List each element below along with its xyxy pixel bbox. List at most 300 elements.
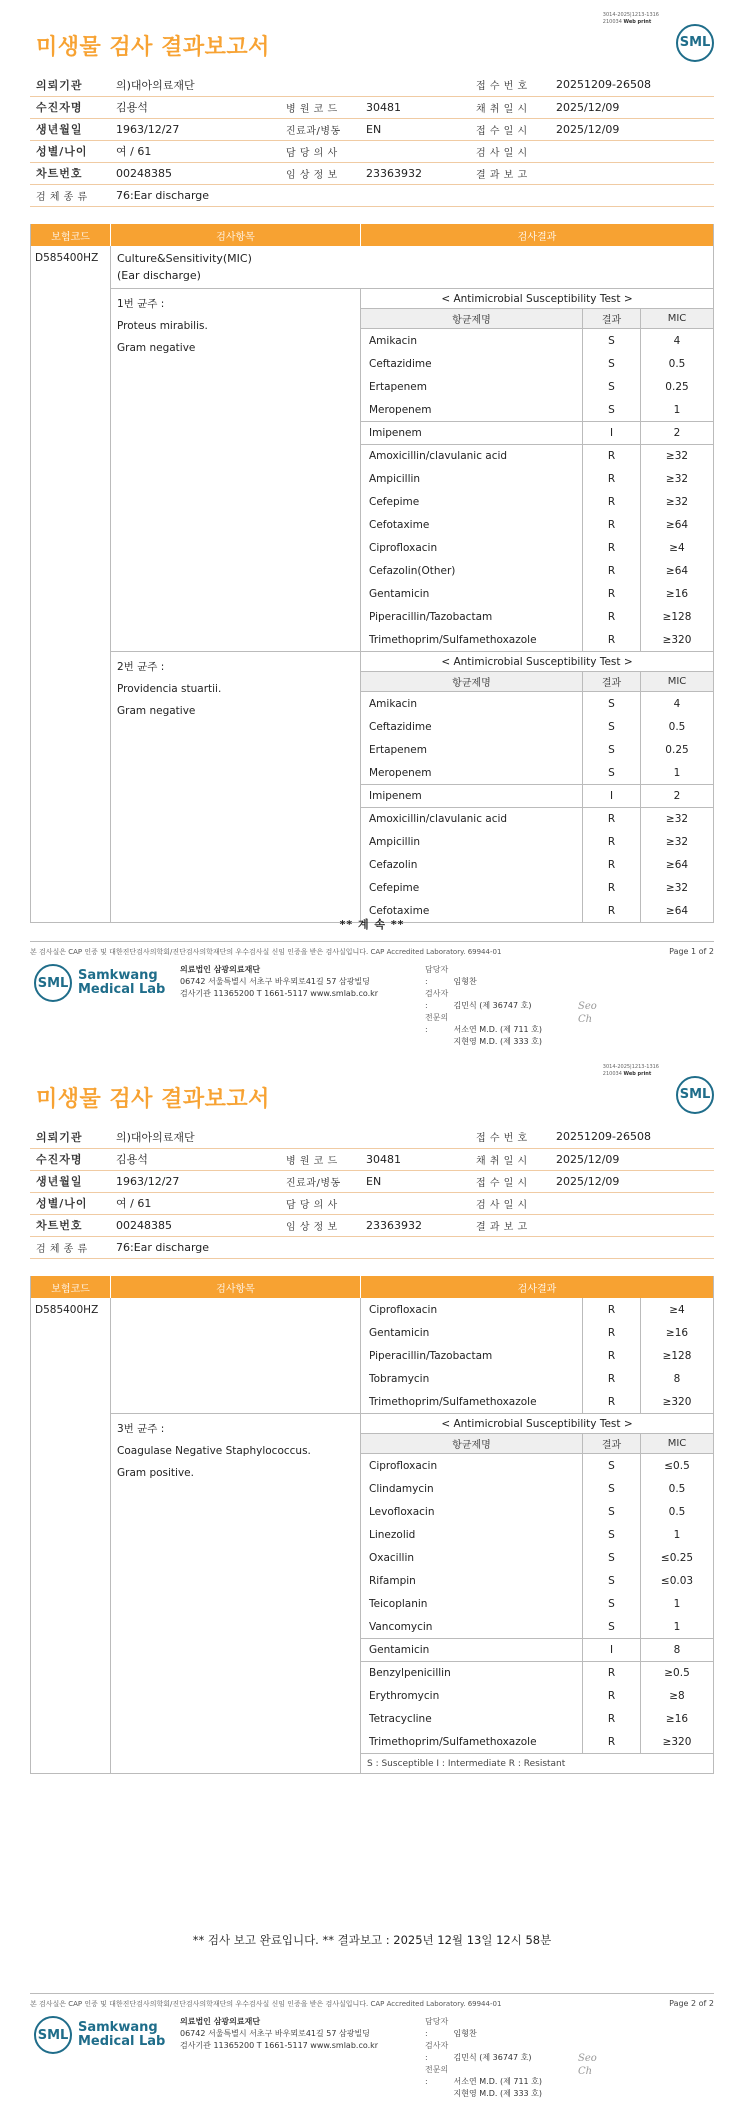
tester-value: 김민식 (제 36747 호) [453,1001,532,1010]
manager-label: 담당자 : [425,2017,449,2038]
drug-name: Trimethoprim/Sulfamethoxazole [361,1390,583,1413]
lab-org-name: 의료법인 삼광의료재단 [180,965,261,974]
lab-address-line: 06742 서울특별시 서초구 바우뫼로41길 57 삼광빌딩 [180,977,370,986]
test-name-line1: Culture&Sensitivity(MIC) [117,252,252,265]
drug-name: Tetracycline [361,1707,583,1730]
mic-value: ≥64 [665,564,689,577]
drug-name: Ciprofloxacin [361,1454,583,1477]
drug-name: Tobramycin [361,1367,583,1390]
sml-logo: SML [676,1076,714,1114]
sex-age-label: 성별/나이 [30,140,110,162]
mic-header: MIC [667,1438,687,1449]
sex-age-label: 성별/나이 [30,1192,110,1214]
drug-name: Ampicillin [361,467,583,490]
stamp-line: 3014-2025|1213-1316 [602,1064,659,1070]
receipt-date-label: 접 수 일 시 [470,1170,550,1192]
mic-value: ≤0.5 [664,1459,690,1472]
drug-header: 항균제명 [361,672,583,691]
clinical-info-label: 임 상 정 보 [280,1214,360,1236]
susceptibility-result: R [583,1344,641,1367]
result-header: 검사결과 [517,1283,557,1295]
test-date-value [550,140,714,162]
drug-name: Piperacillin/Tazobactam [361,1344,583,1367]
drug-name: Trimethoprim/Sulfamethoxazole [361,628,583,651]
ast-row [361,1569,713,1592]
signature-1: Seo [578,1001,597,1012]
receipt-no-label: 접 수 번 호 [470,1126,550,1148]
result-legend: S : Susceptible I : Intermediate R : Resistant [361,1753,713,1773]
signature-2: Ch [578,1014,593,1025]
ast-row [361,738,713,761]
test-date-value [550,1192,714,1214]
ast-row [361,421,713,444]
drug-name: Teicoplanin [361,1592,583,1615]
drug-name: Clindamycin [361,1477,583,1500]
test-name [111,246,713,289]
ast-row [361,352,713,375]
organism-2 [111,652,713,922]
drug-name: Gentamicin [361,1639,583,1661]
sex-age-value: 여 / 61 [110,1192,280,1214]
susceptibility-result: S [583,1523,641,1546]
logo-name-line1: Samkwang [78,2020,158,2035]
tester-label: 검사자 : [425,989,449,1010]
organism-3 [111,1414,713,1773]
signature [578,2052,597,2078]
lab-address-line: 06742 서울특별시 서초구 바우뫼로41길 57 삼광빌딩 [180,2029,370,2038]
ast-row [361,1390,713,1413]
specimen-label: 검 체 종 류 [30,184,110,206]
specimen-value: 76:Ear discharge [110,1236,714,1258]
result-header: 검사결과 [517,231,557,243]
specialist-label: 전문의 : [425,1013,449,1034]
name-label: 수진자명 [30,96,110,118]
gram-stain: Gram negative [117,342,196,354]
drug-name: Cefazolin(Other) [361,559,583,582]
mic-value: 0.25 [665,743,689,756]
mic-value: 0.5 [668,357,686,370]
report-value [550,162,714,184]
mic-value: ≥32 [665,813,689,825]
mic-value: ≥4 [669,541,685,554]
ast-row [361,467,713,490]
susceptibility-result: R [583,582,641,605]
dob-value: 1963/12/27 [110,1170,280,1192]
ast-row [361,1730,713,1753]
drug-name: Cefotaxime [361,513,583,536]
susceptibility-result: S [583,761,641,784]
mic-value: ≥32 [665,472,689,485]
susceptibility-result: S [583,1615,641,1638]
ast-row [361,715,713,738]
susceptibility-result: S [583,1454,641,1477]
collect-date-value: 2025/12/09 [550,1148,714,1170]
drug-header: 항균제명 [361,1434,583,1453]
drug-name: Ertapenem [361,738,583,761]
susceptibility-result: R [583,628,641,651]
dob-label: 생년월일 [30,1170,110,1192]
sex-age-value: 여 / 61 [110,140,280,162]
susceptibility-result: S [583,329,641,352]
lab-org-name: 의료법인 삼광의료재단 [180,2017,261,2026]
mic-value: 1 [673,1597,681,1610]
name-label: 수진자명 [30,1148,110,1170]
organism-label: 3번 균주 : [117,1423,165,1435]
ast-row [361,1707,713,1730]
drug-name: Piperacillin/Tazobactam [361,605,583,628]
mic-value: 1 [673,766,681,779]
drug-name: Meropenem [361,398,583,421]
drug-name: Ampicillin [361,830,583,853]
ast-table [361,289,713,651]
organism-name: Coagulase Negative Staphylococcus. [117,1445,311,1457]
test-date-label: 검 사 일 시 [470,140,550,162]
ast-title: < Antimicrobial Susceptibility Test > [361,289,713,309]
susceptibility-result: R [583,1662,641,1684]
clinical-info-label: 임 상 정 보 [280,162,360,184]
susceptibility-result: S [583,692,641,715]
susceptibility-result: S [583,352,641,375]
patient-info-table [30,74,714,207]
drug-header: 항균제명 [361,309,583,328]
manager-label: 담당자 : [425,965,449,986]
ast-header-row [361,309,713,329]
mic-value: ≥320 [662,633,692,646]
page-title: 미생물 검사 결과보고서 [36,1087,270,1112]
result-header: 결과 [583,1434,641,1453]
doctor-value [360,140,470,162]
page-title: 미생물 검사 결과보고서 [36,35,270,60]
patient-info-table [30,1126,714,1259]
tester-label: 검사자 : [425,2041,449,2062]
drug-name: Amikacin [361,692,583,715]
ast-row [361,1367,713,1390]
chart-no-value: 00248385 [110,1214,280,1236]
institution-label: 의뢰기관 [30,1126,110,1148]
mic-value: 8 [673,1372,681,1385]
footer-divider [30,1993,714,1994]
mic-header: MIC [667,313,687,324]
susceptibility-result: R [583,1390,641,1413]
report-value [550,1214,714,1236]
organism-label: 1번 균주 : [117,298,165,310]
ast-row [361,761,713,784]
dept-label: 진료과/병동 [280,1170,360,1192]
doctor-label: 담 당 의 사 [280,1192,360,1214]
ast-row [361,329,713,352]
dept-value: EN [360,1170,470,1192]
susceptibility-result: I [583,1639,641,1661]
drug-name: Ceftazidime [361,715,583,738]
institution-label: 의뢰기관 [30,74,110,96]
ast-row [361,513,713,536]
hospital-code-value: 30481 [360,96,470,118]
insurance-code: D585400HZ [31,246,111,922]
drug-name: Cefepime [361,876,583,899]
ast-row [361,853,713,876]
print-stamp [603,1064,659,1078]
manager-value: 임형찬 [453,2029,477,2038]
susceptibility-result: S [583,1546,641,1569]
ast-row [361,1298,713,1321]
mic-value: ≥32 [665,495,689,508]
mic-value: ≥0.5 [664,1667,690,1679]
tester-value: 김민식 (제 36747 호) [453,2053,532,2062]
ast-row [361,582,713,605]
test-date-label: 검 사 일 시 [470,1192,550,1214]
accreditation-note: 본 검사실은 CAP 인증 및 대한진단검사의학회/진단검사의학재단의 우수검사실 신임 인증을 받은 검사실입니다. CAP Accredited Laboratory. 69944-01 [30,948,502,956]
mic-value: ≥8 [669,1689,685,1702]
susceptibility-result: R [583,445,641,467]
susceptibility-result: R [583,513,641,536]
mic-value: ≥320 [662,1395,692,1408]
mic-value: 0.5 [668,1482,686,1495]
ast-row [361,692,713,715]
ast-row [361,605,713,628]
specialist-2: 지현영 M.D. (제 333 호) [453,2089,543,2098]
mic-value: 8 [673,1644,681,1656]
ast-row [361,1523,713,1546]
organism-name: Providencia stuartii. [117,683,222,695]
susceptibility-result: S [583,398,641,421]
susceptibility-result: R [583,899,641,922]
drug-name: Oxacillin [361,1546,583,1569]
ast-row [361,490,713,513]
mic-value: 4 [673,334,681,347]
mic-value: ≥32 [665,881,689,894]
susceptibility-result: R [583,853,641,876]
ast-row [361,807,713,830]
hospital-code-label: 병 원 코 드 [280,96,360,118]
ast-row [361,1546,713,1569]
drug-name: Cefepime [361,490,583,513]
drug-name: Cefazolin [361,853,583,876]
chart-no-label: 차트번호 [30,162,110,184]
receipt-no-label: 접 수 번 호 [470,74,550,96]
specialist-label: 전문의 : [425,2065,449,2086]
drug-name: Ertapenem [361,375,583,398]
ast-row [361,784,713,807]
drug-name: Benzylpenicillin [361,1662,583,1684]
mic-value: 2 [673,790,681,802]
accreditation-note: 본 검사실은 CAP 인증 및 대한진단검사의학회/진단검사의학재단의 우수검사실 신임 인증을 받은 검사실입니다. CAP Accredited Laboratory. 69944-01 [30,2000,502,2008]
ast-row [361,1638,713,1661]
results-header [31,224,713,246]
insurance-code: D585400HZ [31,1298,111,1773]
susceptibility-result: S [583,1592,641,1615]
mic-value: ≥128 [662,610,692,623]
hospital-code-label: 병 원 코 드 [280,1148,360,1170]
ast-row [361,1454,713,1477]
code-header: 보험코드 [31,224,111,246]
susceptibility-result: S [583,738,641,761]
susceptibility-result: R [583,559,641,582]
mic-value: ≥32 [665,450,689,462]
susceptibility-result: S [583,1477,641,1500]
susceptibility-result: R [583,808,641,830]
results-header [31,1276,713,1298]
stamp-web: Web print [623,19,652,25]
specialist-1: 서소연 M.D. (제 711 호) [453,2077,543,2086]
print-stamp [603,12,659,26]
stamp-code: 210034 [602,19,622,25]
logo-name-line2: Medical Lab [78,2034,166,2049]
sml-logo-icon: SML [34,964,72,1002]
report-page-2 [0,1052,744,2104]
susceptibility-result: R [583,1707,641,1730]
item-header: 검사항목 [111,224,361,246]
gram-stain: Gram negative [117,705,196,717]
receipt-date-value: 2025/12/09 [550,1170,714,1192]
receipt-no-value: 20251209-26508 [550,74,714,96]
logo-name-line1: Samkwang [78,968,158,983]
dept-value: EN [360,118,470,140]
test-name-line2: (Ear discharge) [117,269,201,282]
page-number: Page 1 of 2 [669,947,714,956]
susceptibility-result: R [583,536,641,559]
ast-row [361,536,713,559]
mic-value: ≥320 [662,1735,692,1748]
gram-stain: Gram positive. [117,1467,194,1479]
signature [578,1000,597,1026]
code-header: 보험코드 [31,1276,111,1298]
ast-row [361,1500,713,1523]
susceptibility-result: R [583,490,641,513]
mic-value: ≥64 [665,518,689,531]
mic-value: 0.5 [668,720,686,733]
ast-table [361,1298,713,1413]
drug-name: Vancomycin [361,1615,583,1638]
ast-row [361,398,713,421]
name-value: 김용석 [110,1148,280,1170]
mic-value: ≥64 [665,858,689,871]
stamp-web: Web print [623,1071,652,1077]
susceptibility-result: I [583,785,641,807]
drug-name: Erythromycin [361,1684,583,1707]
susceptibility-result: R [583,1321,641,1344]
receipt-date-value: 2025/12/09 [550,118,714,140]
mic-value: ≥16 [665,587,689,600]
drug-name: Ceftazidime [361,352,583,375]
result-header: 결과 [583,672,641,691]
mic-value: ≥64 [665,904,689,917]
drug-name: Linezolid [361,1523,583,1546]
doctor-label: 담 당 의 사 [280,140,360,162]
ast-row [361,1684,713,1707]
footer-logo [34,964,165,1002]
drug-name: Amikacin [361,329,583,352]
ast-row [361,1477,713,1500]
continued-note: ** 계 속 ** [339,918,405,931]
drug-name: Cefotaxime [361,899,583,922]
lab-address [180,2016,378,2052]
clinical-info-value: 23363932 [360,162,470,184]
mic-value: ≥16 [665,1712,689,1725]
signatories [425,964,542,1048]
signature-1: Seo [578,2053,597,2064]
susceptibility-result: I [583,422,641,444]
name-value: 김용석 [110,96,280,118]
drug-name: Amoxicillin/clavulanic acid [361,808,583,830]
hospital-code-value: 30481 [360,1148,470,1170]
ast-row [361,444,713,467]
sml-logo: SML [676,24,714,62]
drug-name: Levofloxacin [361,1500,583,1523]
ast-row [361,628,713,651]
manager-value: 임형찬 [453,977,477,986]
result-header: 결과 [583,309,641,328]
specialist-1: 서소연 M.D. (제 711 호) [453,1025,543,1034]
drug-name: Meropenem [361,761,583,784]
collect-date-label: 채 취 일 시 [470,96,550,118]
mic-value: ≤0.25 [660,1551,694,1564]
collect-date-label: 채 취 일 시 [470,1148,550,1170]
mic-header: MIC [667,676,687,687]
institution-value: 의)대아의료재단 [110,1126,280,1148]
mic-value: 4 [673,697,681,710]
mic-value: 0.5 [668,1505,686,1518]
ast-table [361,1414,713,1773]
ast-row [361,559,713,582]
signatories [425,2016,542,2100]
drug-name: Imipenem [361,785,583,807]
susceptibility-result: R [583,605,641,628]
results-table [30,1276,714,1774]
ast-row [361,1661,713,1684]
collect-date-value: 2025/12/09 [550,96,714,118]
susceptibility-result: S [583,1500,641,1523]
doctor-value [360,1192,470,1214]
susceptibility-result: R [583,467,641,490]
ast-title: < Antimicrobial Susceptibility Test > [361,1414,713,1434]
drug-name: Gentamicin [361,582,583,605]
ast-row [361,1615,713,1638]
mic-value: ≥128 [662,1349,692,1362]
susceptibility-result: S [583,1569,641,1592]
susceptibility-result: R [583,1298,641,1321]
stamp-line: 3014-2025|1213-1316 [602,12,659,18]
sml-logo-icon: SML [34,2016,72,2054]
signature-2: Ch [578,2066,593,2077]
ast-header-row [361,672,713,692]
report-label: 결 과 보 고 [470,162,550,184]
chart-no-label: 차트번호 [30,1214,110,1236]
results-table [30,224,714,923]
organism-label: 2번 균주 : [117,661,165,673]
mic-value: 2 [673,427,681,439]
mic-value: 1 [673,1528,681,1541]
logo-name-line2: Medical Lab [78,982,166,997]
ast-row [361,830,713,853]
ast-row [361,1592,713,1615]
footer-logo [34,2016,165,2054]
lab-phone-line: 검사기관 11365200 T 1661-5117 www.smlab.co.kr [180,2041,379,2050]
mic-value: 0.25 [665,380,689,393]
specimen-value: 76:Ear discharge [110,184,714,206]
dob-value: 1963/12/27 [110,118,280,140]
organism-name: Proteus mirabilis. [117,320,208,332]
susceptibility-result: R [583,1684,641,1707]
mic-value: ≥4 [669,1303,685,1316]
footer-divider [30,941,714,942]
drug-name: Ciprofloxacin [361,536,583,559]
ast-table [361,652,713,922]
mic-value: ≥32 [665,835,689,848]
report-label: 결 과 보 고 [470,1214,550,1236]
specimen-label: 검 체 종 류 [30,1236,110,1258]
mic-value: 1 [673,403,681,416]
susceptibility-result: R [583,876,641,899]
